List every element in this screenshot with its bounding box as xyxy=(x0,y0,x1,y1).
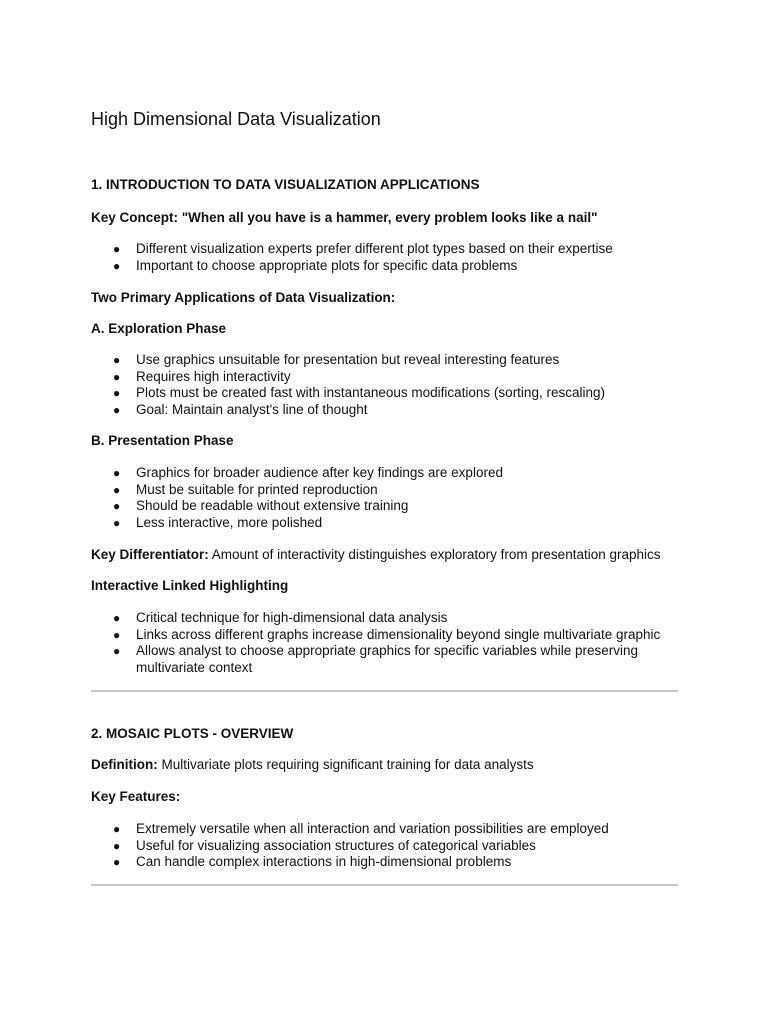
key-differentiator-text: Amount of interactivity distinguishes exploratory from presentation graphics xyxy=(208,547,661,562)
list-item: ● Requires high interactivity xyxy=(113,368,291,384)
list-item: ● Allows analyst to choose appropriate graphics for specific variables while preserving multivariate context xyxy=(113,643,638,675)
bullet-icon: ● xyxy=(113,644,121,658)
key-concept-label: Key Concept: "When all you have is a hammer, every problem looks like a nail" xyxy=(91,210,598,225)
bullet-icon: ● xyxy=(113,627,121,642)
list-item: ● Critical technique for high-dimensional data analysis xyxy=(113,610,448,625)
section-2-heading: 2. MOSAIC PLOTS - OVERVIEW xyxy=(91,726,294,741)
list-item: ● Should be readable without extensive training xyxy=(113,498,409,513)
bullet-icon: ● xyxy=(113,822,121,836)
list-item: ● Useful for visualizing association structures of categorical variables xyxy=(113,837,536,853)
key-features-heading: Key Features: xyxy=(91,789,181,804)
bullet-icon: ● xyxy=(113,258,121,273)
presentation-phase-heading: B. Presentation Phase xyxy=(91,433,234,448)
list-item: ● Must be suitable for printed reproduction xyxy=(113,481,378,497)
definition-text: Multivariate plots requiring significant training for data analysts xyxy=(157,757,534,772)
bullet-icon: ● xyxy=(113,353,121,367)
linked-highlighting-heading: Interactive Linked Highlighting xyxy=(91,578,289,593)
list-item: ● Can handle complex interactions in high-dimensional problems xyxy=(113,854,512,869)
exploration-phase-heading: A. Exploration Phase xyxy=(91,321,227,336)
list-item: ● Plots must be created fast with instantaneous modifications (sorting, rescaling) xyxy=(113,385,605,400)
list-item: ● Important to choose appropriate plots for specific data problems xyxy=(113,257,518,273)
document-title: High Dimensional Data Visualization xyxy=(91,109,381,129)
definition xyxy=(91,757,534,773)
exploration-phase-list xyxy=(91,352,681,418)
key-concept-list xyxy=(91,241,681,274)
presentation-phase-list xyxy=(91,465,681,531)
key-features-list xyxy=(91,821,681,871)
bullet-icon: ● xyxy=(113,515,121,530)
list-item: ● Goal: Maintain analyst's line of thought xyxy=(113,401,368,417)
key-differentiator xyxy=(91,547,661,563)
bullet-icon: ● xyxy=(113,369,121,384)
definition-label: Definition: xyxy=(91,757,158,772)
list-item: ● Extremely versatile when all interaction and variation possibilities are employed xyxy=(113,821,609,836)
bullet-icon: ● xyxy=(113,466,121,480)
bullet-icon: ● xyxy=(113,611,121,625)
bullet-icon: ● xyxy=(113,386,121,400)
list-item: ● Graphics for broader audience after key findings are explored xyxy=(113,465,503,480)
bullet-icon: ● xyxy=(113,402,121,417)
list-item: ● Links across different graphs increase dimensionality beyond single multivariate graphic xyxy=(113,626,661,642)
section-1-heading: 1. INTRODUCTION TO DATA VISUALIZATION APPLICATIONS xyxy=(91,177,480,192)
list-item: ● Less interactive, more polished xyxy=(113,514,323,530)
bullet-icon: ● xyxy=(113,838,121,853)
linked-highlighting-list xyxy=(91,610,681,676)
two-applications-heading: Two Primary Applications of Data Visualization: xyxy=(91,290,396,305)
key-differentiator-label: Key Differentiator: xyxy=(91,547,209,562)
bullet-icon: ● xyxy=(113,499,121,513)
section-divider xyxy=(91,690,678,692)
bullet-icon: ● xyxy=(113,855,121,869)
bullet-icon: ● xyxy=(113,242,121,256)
list-item: ● Use graphics unsuitable for presentation but reveal interesting features xyxy=(113,352,560,367)
section-divider xyxy=(91,884,678,886)
list-item: ● Different visualization experts prefer different plot types based on their expertise xyxy=(113,241,613,256)
bullet-icon: ● xyxy=(113,482,121,497)
